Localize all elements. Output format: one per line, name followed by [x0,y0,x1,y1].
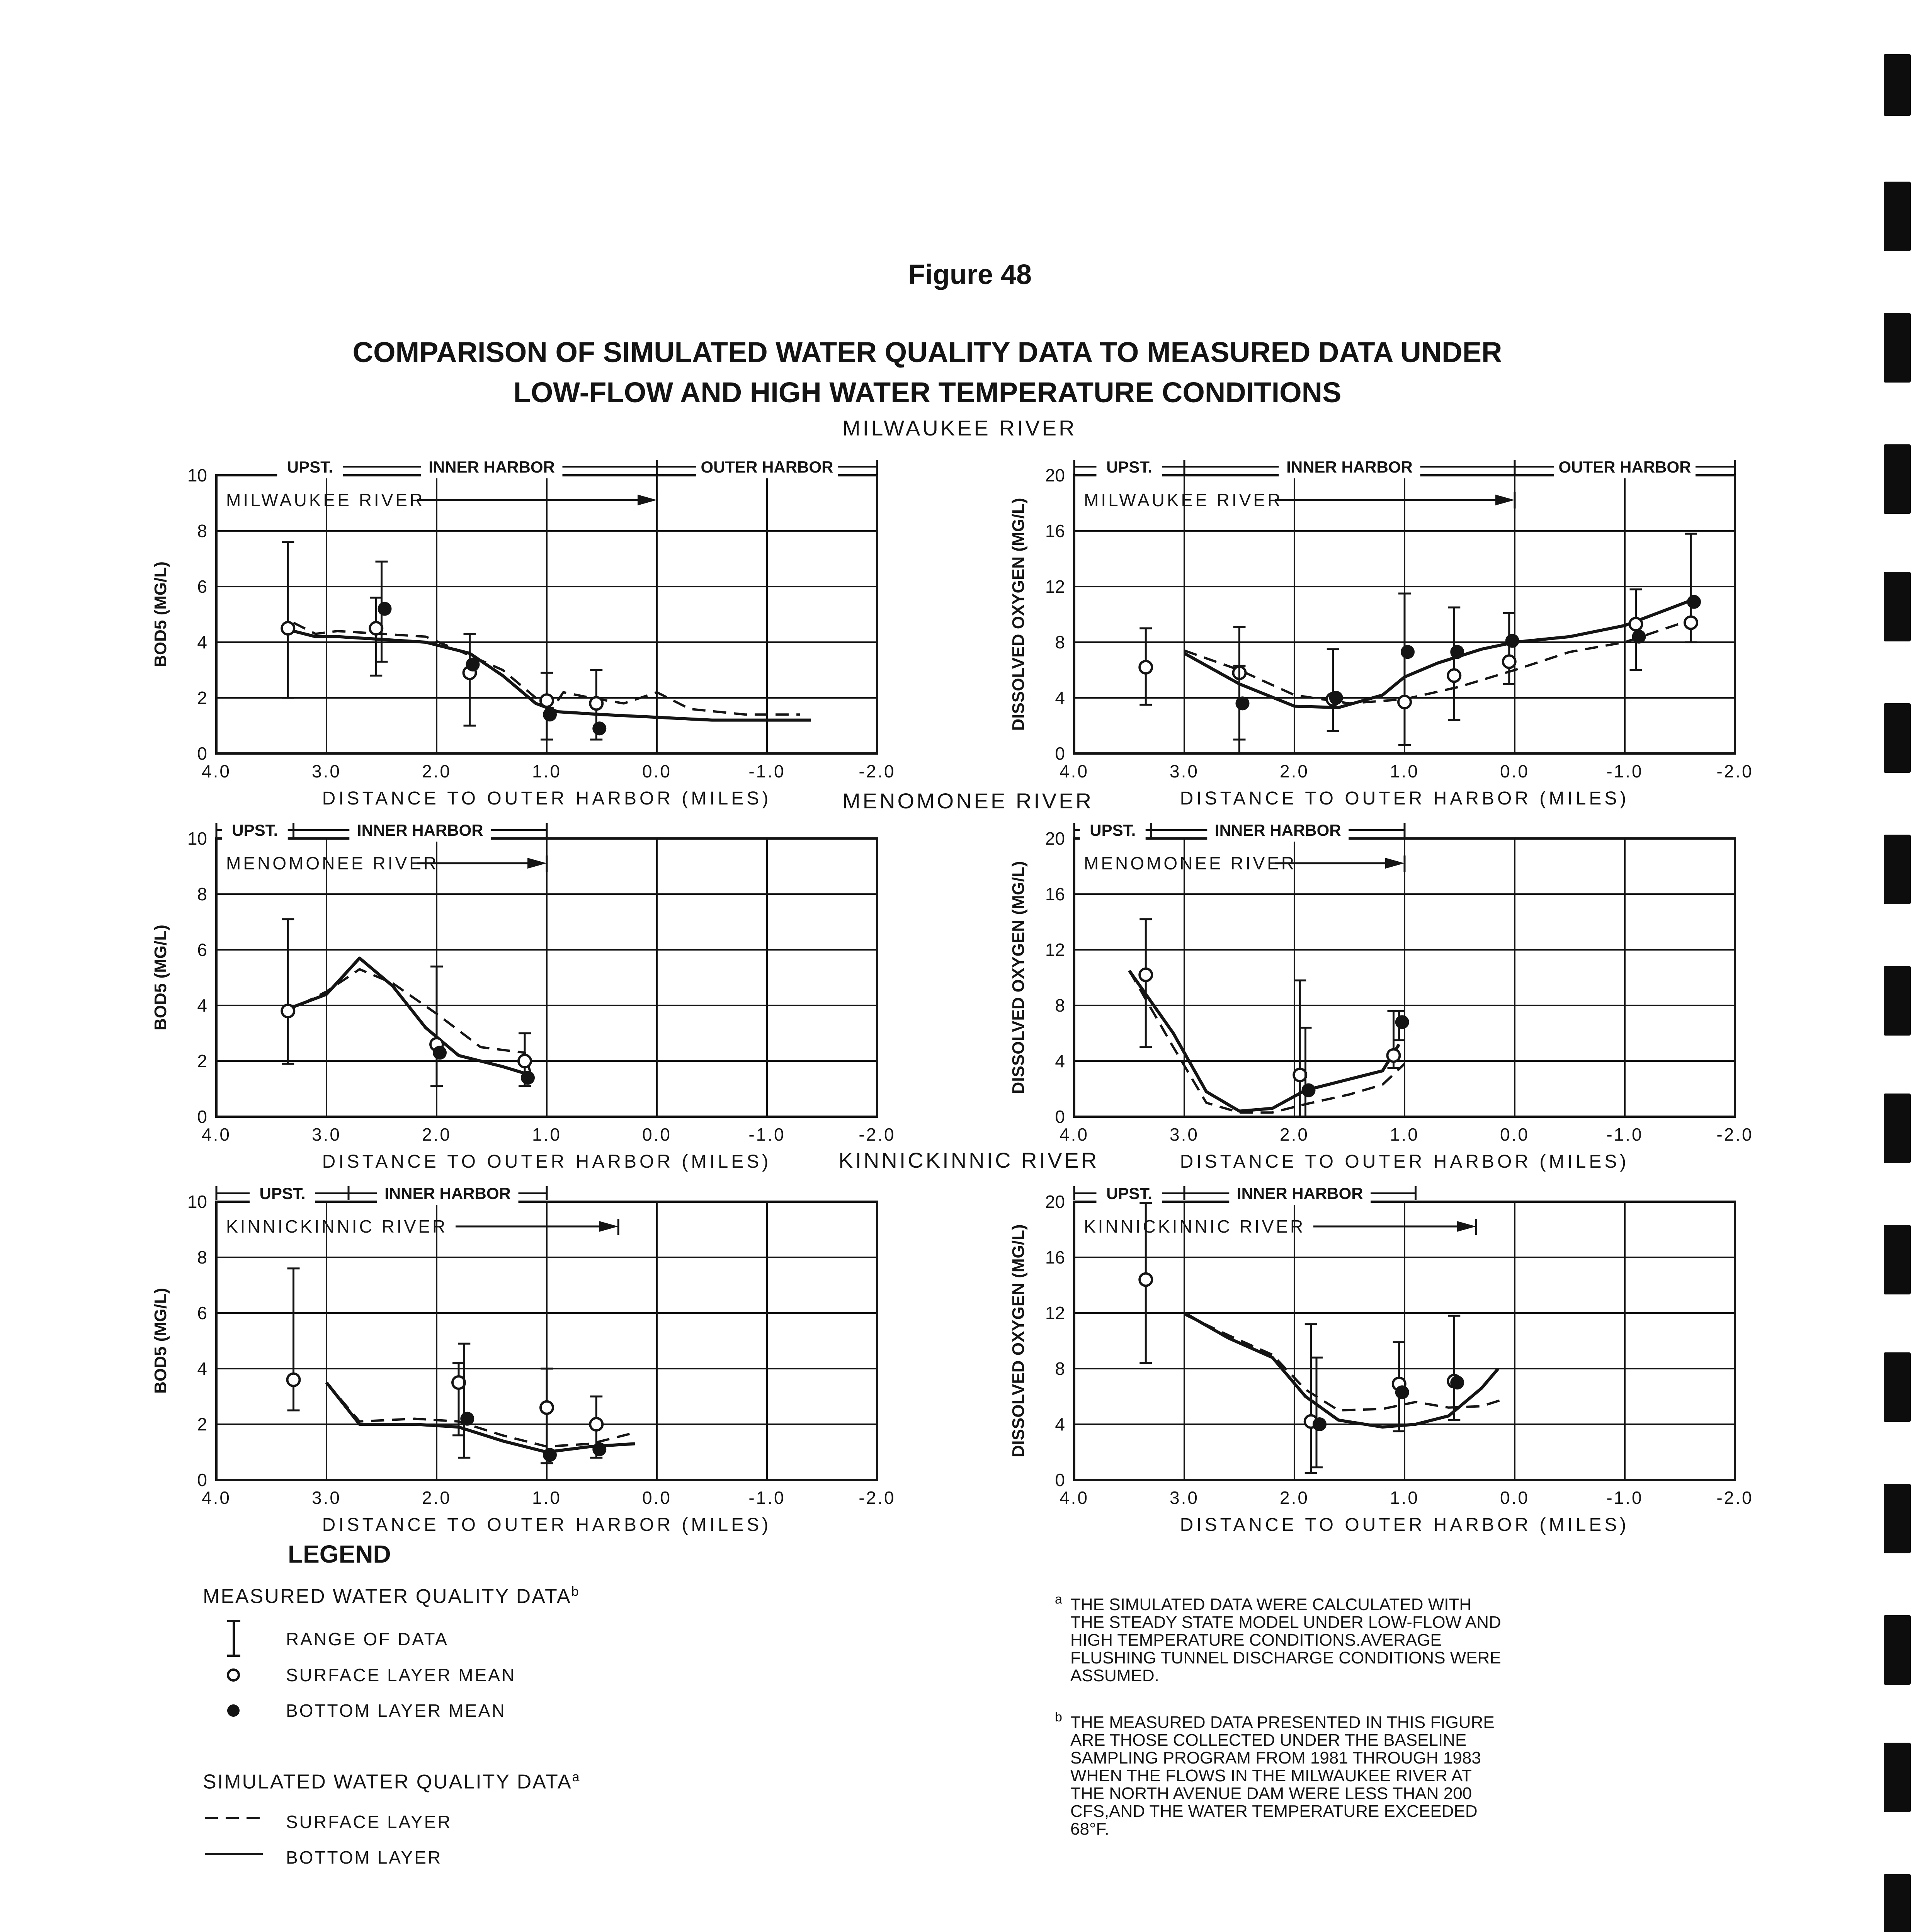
bottom-mean-point [1395,1385,1409,1399]
y-axis-label: DISSOLVED OXYGEN (MG/L) [1009,498,1028,731]
zone-header [1074,1182,1416,1205]
note-a-mark: a [1055,1592,1062,1607]
river-arrow-head [599,1221,618,1232]
bottom-mean-point [1450,1376,1464,1389]
x-tick-label: 4.0 [1060,761,1089,781]
bottom-mean-point [543,707,557,721]
y-axis-label: DISSOLVED OXYGEN (MG/L) [1009,1224,1028,1458]
zone-label: OUTER HARBOR [1558,458,1691,476]
surface-mean-point [590,697,602,709]
x-tick-label: -2.0 [1716,761,1753,781]
bottom-layer-line [1184,600,1691,707]
river-arrow-head [1457,1221,1476,1232]
surface-mean-point [1630,618,1642,630]
x-tick-label: -2.0 [859,1488,896,1508]
bottom-layer-solid-line-icon [205,1850,263,1858]
zone-label: UPST. [1106,458,1153,476]
bottom-mean-point [1236,696,1250,710]
surface-layer-line [327,1383,635,1447]
surface-mean-point [1139,661,1152,673]
surface-mean-point [1685,617,1697,629]
y-tick-label: 10 [187,1192,207,1212]
chart-menomonee-dissolved-oxygen [989,811,1839,1198]
surface-mean-point [1294,1069,1306,1081]
binder-mark [1884,1225,1911,1294]
inner-river-label: MILWAUKEE RIVER [226,490,425,510]
note-b-mark: b [1055,1710,1062,1725]
note-a-text: THE SIMULATED DATA WERE CALCULATED WITH THE STEADY STATE MODEL UNDER LOW-FLOW AND HIGH TEMPERATURE CONDITIONS.AVERAGE FLUSHING TUNNEL DISCHARGE CONDITIONS WERE ASSUMED. [1070,1595,1501,1685]
surface-layer-line [1129,971,1405,1112]
zone-label: INNER HARBOR [384,1184,511,1202]
y-tick-label: 4 [1055,1051,1065,1071]
river-heading-milwaukee: MILWAUKEE RIVER [842,416,1077,440]
y-tick-label: 0 [1055,1470,1065,1490]
legend-title: LEGEND [288,1540,391,1568]
y-tick-label: 4 [1055,1414,1065,1434]
gridlines [216,838,877,1117]
x-tick-label: 1.0 [532,1124,561,1145]
x-tick-label: 3.0 [1170,761,1199,781]
surface-mean-point [1388,1049,1400,1062]
x-tick-label: 4.0 [202,1124,231,1145]
y-tick-label: 0 [1055,1107,1065,1127]
x-tick-label: 3.0 [312,1488,341,1508]
zone-label: INNER HARBOR [1236,1184,1363,1202]
y-tick-label: 4 [197,632,207,652]
inner-river-label: KINNICKINNIC RIVER [226,1216,448,1236]
bottom-mean-point [1505,634,1519,648]
x-axis-label: DISTANCE TO OUTER HARBOR (MILES) [322,1515,772,1535]
x-tick-label: -1.0 [1606,1124,1643,1145]
y-tick-label: 8 [1055,632,1065,652]
zone-label: UPST. [1090,821,1136,839]
y-axis-label: BOD5 (MG/L) [151,1288,170,1394]
surface-mean-point [541,1401,553,1414]
surface-mean-point [282,622,294,634]
x-tick-label: 1.0 [1390,761,1419,781]
x-tick-label: 3.0 [312,761,341,781]
zone-label: UPST. [232,821,278,839]
x-tick-label: 2.0 [422,1124,451,1145]
x-axis-label: DISTANCE TO OUTER HARBOR (MILES) [1180,1151,1629,1172]
chart-svg [131,448,981,835]
bottom-mean-point [1687,595,1701,609]
zone-label: UPST. [287,458,333,476]
surface-layer-line [1184,1315,1504,1410]
y-tick-label: 16 [1045,884,1065,904]
y-tick-label: 8 [197,884,207,904]
x-tick-label: 3.0 [1170,1124,1199,1145]
bottom-layer-line [327,1383,635,1452]
y-tick-label: 8 [197,521,207,541]
x-tick-label: 3.0 [312,1124,341,1145]
legend-surface-mean-label: SURFACE LAYER MEAN [286,1665,516,1685]
chart-milwaukee-bod5 [131,448,981,835]
x-tick-label: 4.0 [1060,1488,1089,1508]
x-axis-label: DISTANCE TO OUTER HARBOR (MILES) [1180,1515,1629,1535]
surface-mean-point [590,1418,602,1430]
y-tick-label: 6 [197,577,207,597]
y-tick-label: 6 [197,1303,207,1323]
binder-mark [1884,1352,1911,1422]
x-tick-label: 0.0 [642,1124,672,1145]
bottom-layer-line [282,958,530,1075]
x-tick-label: -2.0 [1716,1488,1753,1508]
y-tick-label: 12 [1045,577,1065,597]
x-tick-label: -2.0 [859,1124,896,1145]
y-tick-label: 0 [197,1470,207,1490]
binder-mark [1884,835,1911,904]
x-tick-label: -1.0 [748,761,786,781]
range-of-data-icon [224,1619,243,1658]
river-heading-menomonee: MENOMONEE RIVER [842,789,1094,813]
bottom-mean-point [378,602,392,616]
x-tick-label: 0.0 [1500,1488,1529,1508]
x-tick-label: 1.0 [532,1488,561,1508]
binder-mark [1884,966,1911,1036]
x-tick-label: -1.0 [748,1124,786,1145]
zone-label: OUTER HARBOR [701,458,833,476]
bottom-mean-point [466,658,480,672]
chart-svg [989,811,1839,1198]
zone-label: INNER HARBOR [357,821,483,839]
bottom-mean-point [1302,1083,1316,1097]
x-tick-label: 3.0 [1170,1488,1199,1508]
legend-simulated-heading: SIMULATED WATER QUALITY DATA$^a$ [203,1770,581,1793]
surface-mean-point [541,694,553,707]
y-tick-label: 20 [1045,1192,1065,1212]
zone-label: INNER HARBOR [1286,458,1413,476]
legend-bottom-mean-label: BOTTOM LAYER MEAN [286,1701,506,1721]
x-axis-label: DISTANCE TO OUTER HARBOR (MILES) [322,788,772,809]
legend-measured-heading: MEASURED WATER QUALITY DATA$^b$ [203,1584,580,1608]
note-b-text: THE MEASURED DATA PRESENTED IN THIS FIGURE ARE THOSE COLLECTED UNDER THE BASELINE SAMPLING PROGRAM FROM 1981 THROUGH 1983 WHEN THE FLOWS IN THE MILWAUKEE RIVER AT THE NORTH AVENUE DAM WERE LESS THAN 200 CFS,AND THE WATER TEMPERATURE EXCEEDED 68°F. [1070,1713,1495,1838]
zone-label: UPST. [259,1184,306,1202]
chart-svg [989,1175,1839,1561]
y-tick-label: 8 [1055,1359,1065,1379]
chart-svg [989,448,1839,835]
binder-mark [1884,1743,1911,1812]
zone-label: UPST. [1106,1184,1153,1202]
y-tick-label: 12 [1045,1303,1065,1323]
river-arrow-head [1385,858,1405,869]
inner-river-label: MILWAUKEE RIVER [1084,490,1283,510]
y-tick-label: 0 [1055,743,1065,764]
bottom-layer-line [1184,1313,1498,1427]
x-tick-label: 2.0 [422,761,451,781]
y-tick-label: 20 [1045,828,1065,849]
surface-mean-point [370,622,382,634]
x-tick-label: 0.0 [1500,761,1529,781]
x-tick-label: -1.0 [1606,761,1643,781]
y-tick-label: 20 [1045,465,1065,485]
gridlines [1074,838,1735,1117]
x-tick-label: 1.0 [1390,1488,1419,1508]
x-tick-label: -1.0 [748,1488,786,1508]
y-tick-label: 8 [197,1247,207,1267]
y-tick-label: 12 [1045,940,1065,960]
y-tick-label: 2 [197,688,207,708]
binder-mark [1884,182,1911,251]
x-axis-label: DISTANCE TO OUTER HARBOR (MILES) [1180,788,1629,809]
chart-menomonee-bod5 [131,811,981,1198]
y-tick-label: 0 [197,743,207,764]
x-tick-label: 2.0 [1280,761,1309,781]
chart-kinnickinnic-bod5 [131,1175,981,1561]
x-tick-label: 4.0 [202,761,231,781]
x-tick-label: 4.0 [202,1488,231,1508]
bottom-mean-point [1632,630,1646,644]
bottom-layer-line [1129,971,1399,1111]
x-tick-label: -2.0 [1716,1124,1753,1145]
x-tick-label: 1.0 [532,761,561,781]
y-tick-label: 16 [1045,521,1065,541]
y-axis-label: BOD5 (MG/L) [151,925,170,1031]
inner-river-label: KINNICKINNIC RIVER [1084,1216,1306,1236]
binder-mark [1884,703,1911,773]
surface-mean-marker-icon [225,1667,242,1684]
legend-bottom-layer-label: BOTTOM LAYER [286,1847,442,1867]
surface-mean-point [1448,669,1460,682]
surface-mean-point [282,1005,294,1017]
x-tick-label: -2.0 [859,761,896,781]
bottom-mean-point [1395,1015,1409,1029]
bottom-mean-point [1329,691,1343,705]
legend-surface-layer-label: SURFACE LAYER [286,1812,452,1832]
surface-mean-point [1503,655,1515,668]
y-tick-label: 10 [187,465,207,485]
surface-layer-dashed-line-icon [205,1814,263,1822]
x-tick-label: 0.0 [642,761,672,781]
bottom-mean-marker-icon [225,1702,242,1719]
surface-layer-line [282,969,530,1072]
chart-kinnickinnic-dissolved-oxygen [989,1175,1839,1561]
zone-label: INNER HARBOR [1214,821,1341,839]
figure-title: Figure 48 [908,259,1032,290]
bottom-mean-point [433,1046,447,1060]
x-tick-label: 0.0 [642,1488,672,1508]
y-tick-label: 2 [197,1414,207,1434]
surface-mean-point [1139,969,1152,981]
inner-river-label: MENOMONEE RIVER [226,853,439,873]
y-tick-label: 8 [1055,995,1065,1015]
bottom-mean-point [1313,1417,1327,1431]
bottom-mean-point [1401,645,1415,659]
x-axis-label: DISTANCE TO OUTER HARBOR (MILES) [322,1151,772,1172]
surface-mean-point [1139,1274,1152,1286]
x-tick-label: 4.0 [1060,1124,1089,1145]
binder-mark [1884,54,1911,116]
gridlines [1074,1202,1735,1480]
river-arrow-head [638,495,657,505]
bottom-mean-point [543,1448,557,1462]
chart-milwaukee-dissolved-oxygen [989,448,1839,835]
y-tick-label: 0 [197,1107,207,1127]
x-tick-label: 1.0 [1390,1124,1419,1145]
y-tick-label: 4 [197,1359,207,1379]
x-tick-label: 2.0 [1280,1488,1309,1508]
river-arrow-head [1495,495,1515,505]
chart-svg [131,811,981,1198]
bottom-mean-point [460,1412,474,1426]
x-tick-label: 0.0 [1500,1124,1529,1145]
x-tick-label: 2.0 [1280,1124,1309,1145]
y-tick-label: 2 [197,1051,207,1071]
bottom-mean-point [592,721,606,735]
binder-mark [1884,1874,1911,1932]
inner-river-label: MENOMONEE RIVER [1084,853,1297,873]
surface-mean-point [287,1374,300,1386]
y-tick-label: 6 [197,940,207,960]
legend-range-label: RANGE OF DATA [286,1629,449,1649]
y-tick-label: 10 [187,828,207,849]
binder-mark [1884,313,1911,383]
y-axis-label: BOD5 (MG/L) [151,561,170,667]
chart-svg [131,1175,981,1561]
binder-mark [1884,1615,1911,1685]
y-tick-label: 4 [1055,688,1065,708]
bottom-mean-point [1450,645,1464,659]
x-tick-label: 2.0 [422,1488,451,1508]
binder-mark [1884,444,1911,514]
river-arrow-head [527,858,547,869]
binder-mark [1884,1484,1911,1553]
binder-mark [1884,1094,1911,1163]
y-tick-label: 16 [1045,1247,1065,1267]
bottom-mean-point [521,1071,535,1085]
surface-mean-point [452,1376,465,1389]
bottom-mean-point [592,1442,606,1456]
y-axis-label: DISSOLVED OXYGEN (MG/L) [1009,861,1028,1094]
figure-subtitle: COMPARISON OF SIMULATED WATER QUALITY DATA TO MEASURED DATA UNDER LOW-FLOW AND HIGH WATER TEMPERATURE CONDITIONS [352,336,1502,408]
zone-label: INNER HARBOR [429,458,555,476]
river-heading-kinnickinnic: KINNICKINNIC RIVER [838,1148,1099,1172]
y-tick-label: 4 [197,995,207,1015]
zone-header [216,1182,547,1205]
x-tick-label: -1.0 [1606,1488,1643,1508]
binder-mark [1884,572,1911,641]
surface-mean-point [519,1055,531,1067]
surface-mean-point [1398,696,1411,708]
